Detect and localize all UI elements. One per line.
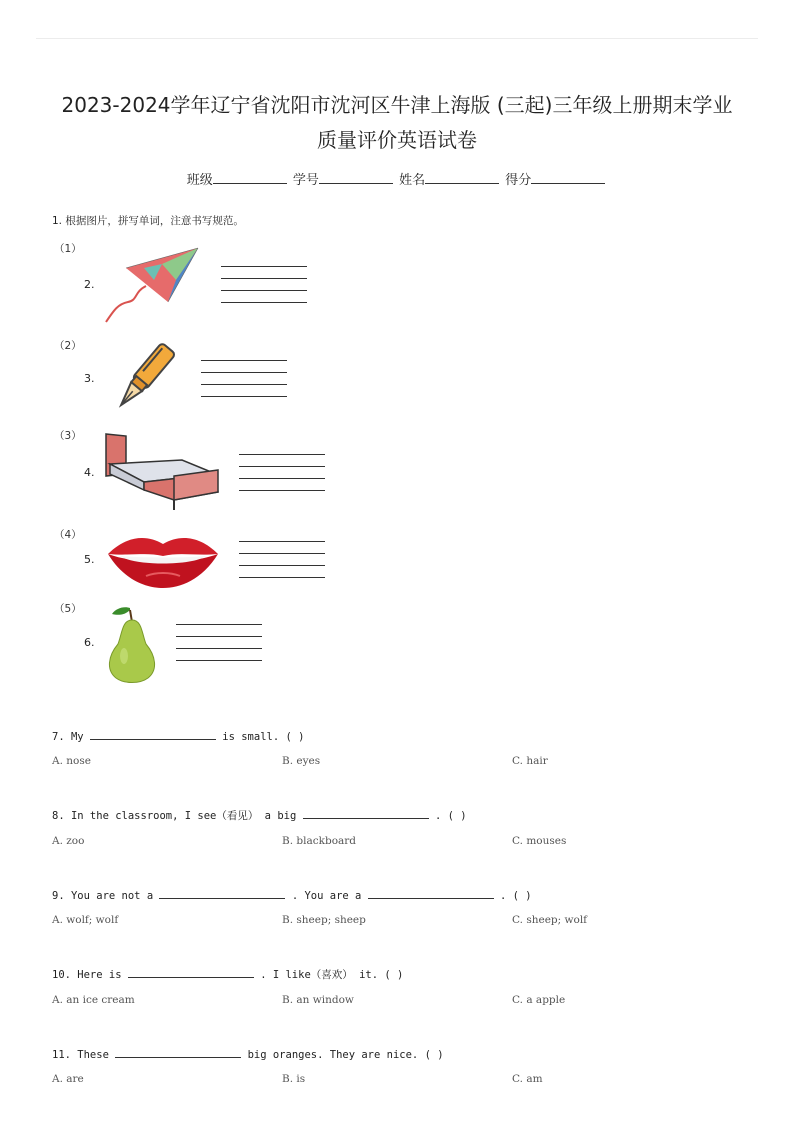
answer-blank[interactable] (303, 808, 429, 819)
question-text: 10. Here is (52, 969, 122, 981)
question-text: 7. My (52, 731, 84, 743)
option-b[interactable]: B. is (282, 1073, 306, 1085)
question-10 (52, 967, 403, 982)
item-number: 4. (84, 466, 95, 479)
item-number: 2. (84, 278, 95, 291)
item-number: 3. (84, 372, 95, 385)
option-c[interactable]: C. am (512, 1073, 543, 1085)
answer-lines[interactable] (239, 541, 325, 589)
pear-icon (104, 604, 160, 684)
question-text-end: big oranges. They are nice. ( ) (247, 1049, 444, 1061)
question-text: 8. In the classroom, I see（看见） a big (52, 810, 297, 822)
answer-blank[interactable] (128, 967, 254, 978)
question-7 (52, 729, 304, 743)
item-number: 6. (84, 636, 95, 649)
id-field[interactable] (319, 171, 393, 184)
answer-lines[interactable] (201, 360, 287, 408)
class-label: 班级 (186, 173, 213, 188)
question-text-end: . ( ) (500, 890, 532, 902)
option-a[interactable]: A. an ice cream (52, 994, 135, 1006)
score-field[interactable] (531, 171, 605, 184)
option-c[interactable]: C. hair (512, 755, 548, 767)
question-9 (52, 888, 532, 902)
question-8 (52, 808, 467, 823)
name-field[interactable] (425, 171, 499, 184)
answer-blank-1[interactable] (159, 888, 285, 899)
score-label: 得分 (505, 173, 532, 188)
option-c[interactable]: C. mouses (512, 835, 567, 847)
sub-label: （2） (54, 340, 82, 352)
sub-label: （1） (54, 243, 82, 255)
sub-label: （4） (54, 529, 82, 541)
question-text: 9. You are not a (52, 890, 154, 902)
answer-blank-2[interactable] (368, 888, 494, 899)
answer-lines[interactable] (239, 454, 325, 502)
sub-label: （3） (54, 430, 82, 442)
bed-icon (102, 430, 222, 512)
question-text-end: is small. ( ) (222, 731, 305, 743)
option-b[interactable]: B. sheep; sheep (282, 914, 366, 926)
name-label: 姓名 (399, 173, 426, 188)
option-a[interactable]: A. are (52, 1073, 84, 1085)
section1-instruction: 1. 根据图片，拼写单词，注意书写规范。 (52, 215, 244, 227)
question-text-end: . I like（喜欢） it. ( ) (260, 969, 404, 981)
option-a[interactable]: A. nose (52, 755, 91, 767)
option-a[interactable]: A. zoo (52, 835, 85, 847)
id-label: 学号 (292, 173, 319, 188)
student-info-row (0, 169, 794, 188)
option-b[interactable]: B. blackboard (282, 835, 357, 847)
option-b[interactable]: B. eyes (282, 755, 321, 767)
option-a[interactable]: A. wolf; wolf (52, 914, 119, 926)
option-b[interactable]: B. an window (282, 994, 354, 1006)
answer-blank[interactable] (115, 1047, 241, 1058)
question-text-mid: . You are a (291, 890, 362, 902)
answer-lines[interactable] (221, 266, 307, 314)
answer-lines[interactable] (176, 624, 262, 672)
option-c[interactable]: C. a apple (512, 994, 566, 1006)
page-title-line1: 2023-2024学年辽宁省沈阳市沈河区牛津上海版 (三起)三年级上册期末学业 (61, 93, 733, 117)
question-text: 11. These (52, 1049, 109, 1061)
question-11 (52, 1047, 444, 1061)
page-title-line2: 质量评价英语试卷 (317, 128, 477, 152)
pen-icon (104, 343, 182, 415)
option-c[interactable]: C. sheep; wolf (512, 914, 588, 926)
question-text-end: . ( ) (434, 810, 467, 822)
class-field[interactable] (213, 171, 287, 184)
sub-label: （5） (54, 603, 82, 615)
item-number: 5. (84, 553, 95, 566)
top-divider (36, 38, 758, 39)
answer-blank[interactable] (90, 729, 216, 740)
mouth-icon (106, 532, 220, 590)
kite-icon (104, 246, 202, 326)
